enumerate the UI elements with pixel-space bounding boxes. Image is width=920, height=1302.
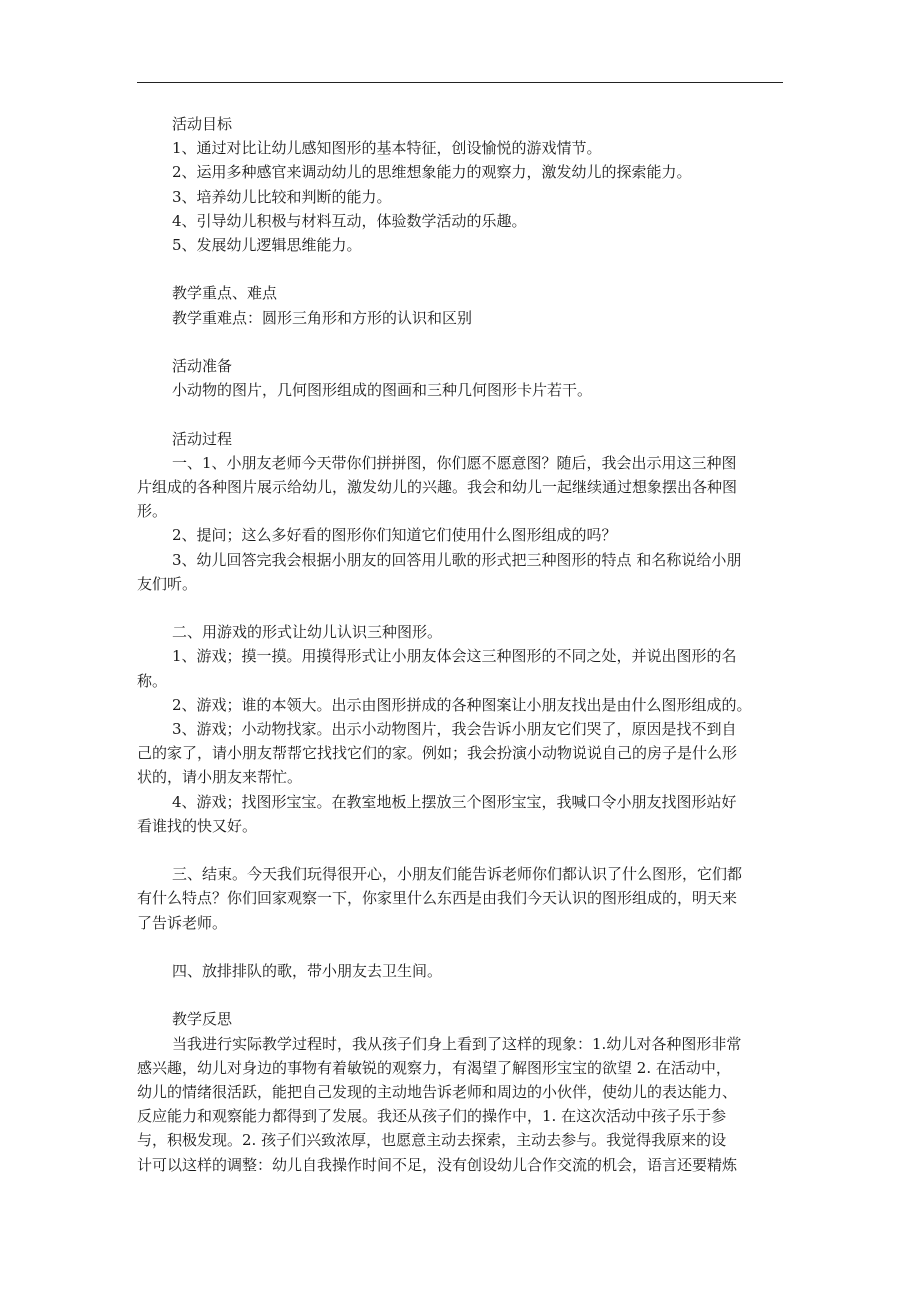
part2-line: 3、游戏；小动物找家。出示小动物图片，我会告诉小朋友它们哭了，原因是找不到自 [172,720,737,739]
part2-line: 己的家了，请小朋友帮帮它找找它们的家。例如；我会扮演小动物说说自己的房子是什么形 [137,744,738,763]
header-rule [137,82,783,83]
process-line: 片组成的各种图片展示给幼儿，激发幼儿的兴趣。我会和幼儿一起继续通过想象摆出各种图 [137,478,738,496]
part3-line: 有什么特点？你们回家观察一下，你家里什么东西是由我们今天认识的图形组成的，明天来 [137,889,738,908]
part3-line: 了告诉老师。 [137,913,228,932]
goal-item: 3、培养幼儿比较和判断的能力。 [172,187,392,206]
goal-item: 1、通过对比让幼儿感知图形的基本特征，创设愉悦的游戏情节。 [172,139,602,158]
process-line: 友们听。 [137,574,198,593]
process-line: 3、幼儿回答完我会根据小朋友的回答用儿歌的形式把三种图形的特点 和名称说给小朋 [172,550,742,569]
reflection-heading: 教学反思 [172,1010,233,1029]
reflection-line: 当我进行实际教学过程时，我从孩子们身上看到了这样的现象：1.幼儿对各种图形非常 [172,1034,742,1053]
goals-heading: 活动目标 [172,115,233,133]
reflection-line: 与，积极发现。2. 孩子们兴致浓厚，也愿意主动去探索，主动去参与。我觉得我原来的设 [137,1131,727,1150]
reflection-line: 幼儿的情绪很活跃，能把自己发现的主动地告诉老师和周边的小伙伴，使幼儿的表达能力、 [137,1083,738,1102]
process-heading: 活动过程 [172,429,233,448]
process-line: 一、1、小朋友老师今天带你们拼拼图，你们愿不愿意图？随后，我会出示用这三种图 [172,453,737,472]
part2-line: 二、用游戏的形式让幼儿认识三种图形。 [172,623,443,642]
part2-line: 称。 [137,671,168,690]
part2-line: 看谁找的快又好。 [137,816,258,835]
prep-heading: 活动准备 [172,357,233,375]
reflection-line: 反应能力和观察能力都得到了发展。我还从孩子们的操作中，1. 在这次活动中孩子乐于参 [137,1107,727,1126]
part4-text: 四、放排排队的歌，带小朋友去卫生间。 [172,962,443,981]
document-body [137,112,787,1177]
reflection-line: 感兴趣，幼儿对身边的事物有着敏锐的观察力，有渴望了解图形宝宝的欲望 2. 在活动中， [137,1058,731,1077]
focus-heading: 教学重点、难点 [172,284,278,303]
part2-line: 4、游戏；找图形宝宝。在教室地板上摆放三个图形宝宝，我喊口令小朋友找图形站好 [172,792,737,811]
part2-line: 状的，请小朋友来帮忙。 [137,768,303,787]
goal-item: 4、引导幼儿积极与材料互动，体验数学活动的乐趣。 [172,211,527,230]
part2-line: 2、游戏；谁的本领大。出示由图形拼成的各种图案让小朋友找出是由什么图形组成的。 [172,695,752,714]
part3-line: 三、结束。今天我们玩得很开心，小朋友们能告诉老师你们都认识了什么图形，它们都 [172,865,743,884]
goal-item: 2、运用多种感官来调动幼儿的思维想象能力的观察力，激发幼儿的探索能力。 [172,163,692,182]
part2-line: 1、游戏；摸一摸。用摸得形式让小朋友体会这三种图形的不同之处，并说出图形的名 [172,647,737,666]
process-line: 2、提问；这么多好看的图形你们知道它们使用什么图形组成的吗？ [172,526,617,545]
process-line: 形。 [137,502,168,521]
reflection-line: 计可以这样的调整：幼儿自我操作时间不足，没有创设幼儿合作交流的机会，语言还要精炼 [137,1155,738,1174]
focus-text: 教学重难点：圆形三角形和方形的认识和区别 [172,308,473,327]
goal-item: 5、发展幼儿逻辑思维能力。 [172,236,362,255]
prep-text: 小动物的图片，几何图形组成的图画和三种几何图形卡片若干。 [172,381,593,400]
